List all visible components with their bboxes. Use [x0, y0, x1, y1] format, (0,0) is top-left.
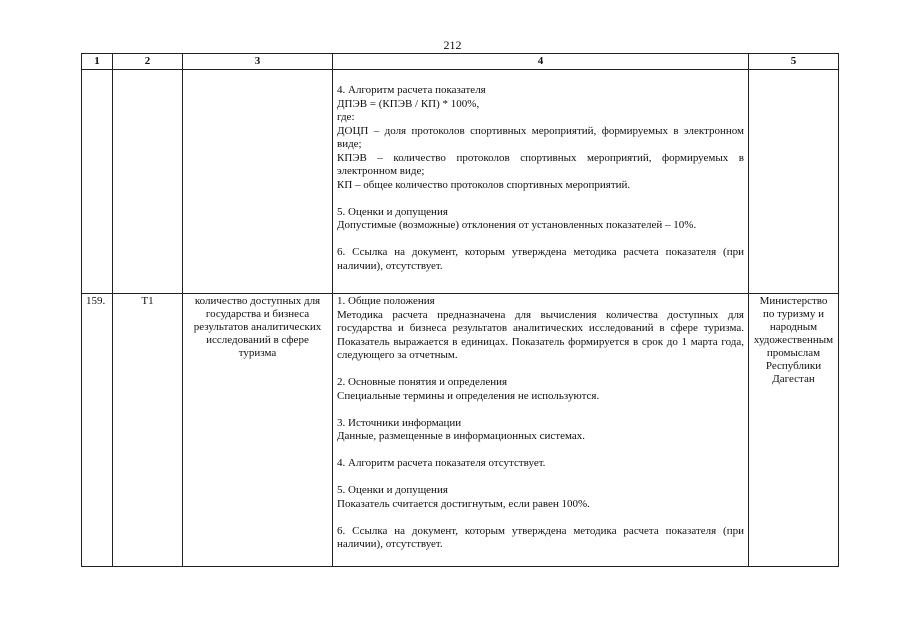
section-heading: 5. Оценки и допущения: [337, 205, 448, 218]
formula-term: КПЭВ – количество протоколов спортивных мероприятий, формируемых в электронном виде;: [337, 151, 744, 177]
header-col-5: 5: [749, 54, 839, 70]
section-heading: 1. Общие положения: [337, 295, 435, 307]
methodology-section-4: [337, 84, 744, 192]
section-heading: 2. Основные понятия и определения: [337, 376, 508, 388]
methodology-table: [81, 53, 839, 567]
cell-indicator: [183, 70, 333, 294]
formula-term: ДОЦП – доля протоколов спортивных мероприятий, формируемых в электронном виде;: [337, 124, 744, 150]
section-text: 6. Ссылка на документ, которым утверждена методика расчета показателя (при наличии), отсутствует.: [337, 524, 744, 550]
section-text: Данные, размещенные в информационных системах.: [337, 430, 585, 442]
section-text: 6. Ссылка на документ, которым утверждена методика расчета показателя (при наличии), отсутствует.: [337, 246, 744, 272]
table-row-159: [82, 294, 839, 567]
header-col-1: 1: [82, 54, 113, 70]
cell-responsible: Министерство по туризму и народным художественным промыслам Республики Дагестан: [749, 294, 839, 567]
section-heading: 5. Оценки и допущения: [337, 484, 448, 496]
cell-methodology: [333, 70, 749, 294]
methodology-section-6: [337, 525, 744, 552]
cell-code: [113, 70, 183, 294]
formula-term: КП – общее количество протоколов спортивных мероприятий.: [337, 178, 631, 191]
cell-responsible: [749, 70, 839, 294]
methodology-section-3: [337, 417, 744, 444]
section-heading: 4. Алгоритм расчета показателя отсутствует.: [337, 457, 546, 469]
methodology-section-5: [337, 484, 744, 511]
section-heading: 4. Алгоритм расчета показателя: [337, 84, 486, 96]
cell-code: Т1: [113, 294, 183, 567]
table-row-continuation: [82, 70, 839, 294]
page-number: 212: [443, 38, 462, 52]
methodology-section-2: [337, 376, 744, 403]
section-heading: 3. Источники информации: [337, 416, 462, 429]
methodology-section-4: [337, 457, 744, 471]
header-row: [82, 54, 839, 70]
methodology-section-1: [337, 295, 744, 363]
methodology-section-6: [337, 246, 744, 273]
methodology-section-5: [337, 206, 744, 233]
header-col-3: 3: [183, 54, 333, 70]
section-text: Специальные термины и определения не используются.: [337, 389, 600, 402]
section-text: Методика расчета предназначена для вычисления количества доступных для государства и бизнеса результатов аналитических исследований в сфере туризма. Показатель выражается в единицах. Показатель формируется в срок до 1 марта года, следующего за отчетным.: [337, 308, 744, 361]
cell-methodology: [333, 294, 749, 567]
header-col-2: 2: [113, 54, 183, 70]
section-text: Допустимые (возможные) отклонения от установленных показателей – 10%.: [337, 219, 697, 231]
cell-indicator: количество доступных для государства и бизнеса результатов аналитических исследований в сфере туризма: [183, 294, 333, 567]
section-text: Показатель считается достигнутым, если равен 100%.: [337, 497, 590, 510]
formula-where: где:: [337, 111, 355, 123]
cell-number: 159.: [82, 294, 113, 567]
cell-number: [82, 70, 113, 294]
header-col-4: 4: [333, 54, 749, 70]
formula: ДПЭВ = (КПЭВ / КП) * 100%,: [337, 97, 480, 110]
